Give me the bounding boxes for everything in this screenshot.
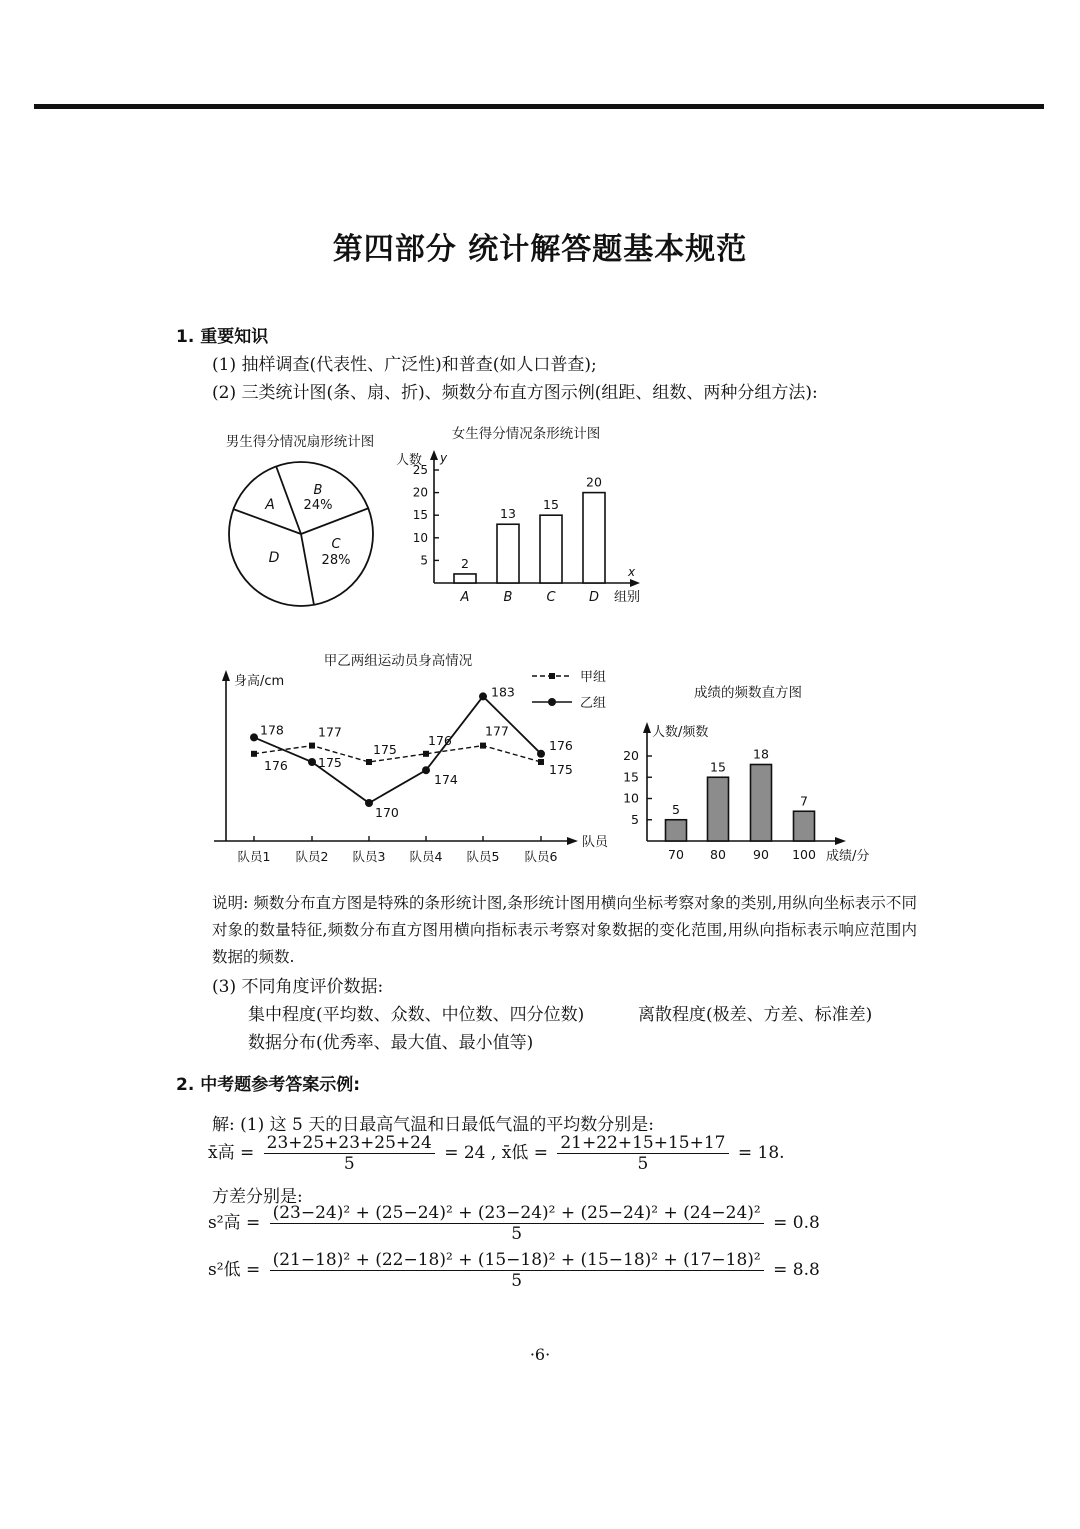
hist-x-tick-label: 100	[792, 847, 816, 862]
legend-yi-marker	[548, 698, 556, 706]
girls-x-tick-label: D	[588, 590, 600, 605]
dispersion: 离散程度(极差、方差、标准差)	[638, 1005, 873, 1025]
series-jia-line	[254, 746, 541, 762]
var-low-fraction	[270, 1250, 764, 1291]
girls-y-tick-label: 10	[412, 530, 428, 545]
mean-low-numerator: 21+22+15+15+17	[557, 1133, 728, 1154]
series-jia-point	[538, 759, 544, 765]
hist-x-tick-label: 90	[753, 847, 769, 862]
section1-heading: 1. 重要知识	[176, 327, 269, 347]
hist-bar-value: 7	[800, 793, 808, 809]
girls-x-arrow	[630, 579, 640, 587]
mean-high-value: = 24 ,	[444, 1143, 497, 1163]
series-jia-value: 177	[318, 724, 342, 740]
var-low-denominator: 5	[511, 1271, 523, 1291]
series-yi-value: 175	[318, 755, 342, 770]
item-3: (3) 不同角度评价数据:	[212, 977, 384, 997]
line-y-label: 身高/cm	[234, 674, 285, 689]
series-jia-value: 176	[264, 757, 288, 773]
pie-chart	[226, 433, 375, 606]
girls-y-arrow	[430, 450, 438, 460]
line-x-tick-label: 队员1	[237, 849, 271, 864]
var-high-value: = 0.8	[773, 1213, 820, 1233]
line-x-label: 队员	[582, 835, 609, 850]
series-jia-value: 175	[549, 762, 573, 777]
hist-y-arrow	[643, 722, 651, 733]
var-high-fraction	[270, 1203, 764, 1244]
solution-line1: 解: (1) 这 5 天的日最高气温和日最低气温的平均数分别是:	[212, 1115, 654, 1135]
line-x-arrow	[567, 837, 578, 845]
hist-title: 成绩的频数直方图	[694, 685, 802, 701]
hist-y-tick-label: 5	[631, 811, 639, 827]
pie-divider-ab	[276, 466, 301, 534]
hist-x-label: 成绩/分	[826, 849, 870, 864]
mean-high-denominator: 5	[343, 1154, 355, 1174]
girls-y-label: 人数	[396, 453, 423, 468]
legend-jia-label: 甲组	[580, 670, 607, 685]
series-yi-point	[537, 750, 545, 758]
girls-bar-title: 女生得分情况条形统计图	[451, 426, 601, 442]
note-paragraph: 说明: 频数分布直方图是特殊的条形统计图,条形统计图用横向坐标考察对象的类别,用纵向坐标表示不同对象的数量特征,频数分布直方图用横向指标表示考察对象数据的变化范围,用纵向指标表示响应范围内数据的频数.	[212, 894, 917, 966]
girls-bar	[454, 574, 476, 583]
mean-low-value: = 18.	[737, 1143, 785, 1163]
variance-low-formula	[208, 1250, 820, 1291]
girls-y-letter: y	[440, 451, 448, 465]
girls-y-tick-label: 5	[420, 553, 428, 568]
hist-bar	[708, 777, 729, 841]
item-2: (2) 三类统计图(条、扇、折)、频数分布直方图示例(组距、组数、两种分组方法):	[212, 383, 818, 403]
hist-x-tick-label: 70	[668, 847, 684, 862]
series-yi-value: 183	[491, 684, 515, 700]
variance-intro: 方差分别是:	[212, 1187, 303, 1207]
series-yi-point	[365, 799, 373, 807]
pie-label-b: B	[313, 483, 323, 498]
series-jia-point	[309, 743, 315, 749]
hist-y-tick-label: 20	[623, 748, 639, 763]
var-low-value: = 8.8	[773, 1260, 820, 1280]
pie-label-d: D	[268, 550, 280, 566]
series-jia-point	[366, 759, 372, 765]
hist-y-tick-label: 15	[623, 769, 639, 785]
line-title: 甲乙两组运动员身高情况	[323, 653, 473, 669]
page-number: ·6·	[529, 1345, 551, 1364]
hist-x-tick-label: 80	[710, 847, 726, 862]
hist-bar	[751, 765, 772, 842]
mean-high-fraction	[264, 1133, 435, 1174]
hist-x-arrow	[835, 837, 846, 845]
series-yi-value: 178	[260, 722, 284, 738]
hist-bar	[666, 820, 687, 841]
var-low-label: s²低 =	[208, 1260, 261, 1280]
var-high-denominator: 5	[511, 1224, 523, 1244]
hist-bar-value: 15	[710, 759, 726, 775]
girls-bar-value: 2	[461, 555, 469, 571]
mean-low-label: x̄低 =	[501, 1143, 548, 1163]
hist-y-tick-label: 10	[623, 790, 639, 806]
girls-x-label: 组别	[614, 590, 641, 605]
hist-y-label: 人数/频数	[652, 725, 709, 740]
page-title: 第四部分 统计解答题基本规范	[332, 232, 748, 267]
means-formula	[208, 1133, 785, 1174]
girls-bar	[583, 493, 605, 583]
series-yi-point	[422, 766, 430, 774]
hist-bar-value: 5	[672, 801, 680, 817]
series-yi-point	[308, 758, 316, 766]
series-jia-point	[423, 751, 429, 757]
section2-heading: 2. 中考题参考答案示例:	[176, 1075, 361, 1095]
girls-bar-value: 15	[543, 497, 559, 513]
height-line-chart	[214, 652, 609, 864]
line-x-tick-label: 队员5	[466, 849, 500, 864]
girls-x-tick-label: C	[546, 590, 556, 605]
pie-label-a: A	[265, 497, 275, 513]
var-high-label: s²高 =	[208, 1213, 261, 1233]
var-low-numerator: (21−18)² + (22−18)² + (15−18)² + (15−18)² + (17−18)²	[270, 1250, 764, 1271]
score-histogram	[623, 684, 869, 864]
girls-bar	[497, 524, 519, 583]
line-x-tick-label: 队员6	[524, 849, 558, 864]
legend-jia-marker	[549, 673, 555, 679]
girls-x-tick-label: A	[460, 590, 470, 605]
line-x-tick-label: 队员2	[295, 849, 329, 864]
series-jia-value: 175	[373, 742, 397, 757]
pie-label-c: C	[331, 537, 341, 552]
legend-yi-label: 乙组	[580, 696, 607, 711]
series-yi-value: 174	[434, 772, 458, 788]
mean-low-fraction	[557, 1133, 728, 1174]
girls-bar-chart	[396, 425, 640, 605]
var-high-numerator: (23−24)² + (25−24)² + (23−24)² + (25−24)² + (24−24)²	[270, 1203, 764, 1224]
pie-value-c: 28%	[321, 553, 351, 568]
series-yi-point	[250, 733, 258, 741]
central-tendency: 集中程度(平均数、众数、中位数、四分位数)	[248, 1005, 585, 1025]
girls-bar	[540, 515, 562, 583]
series-jia-point	[480, 743, 486, 749]
series-yi-point	[479, 692, 487, 700]
series-yi-value: 176	[549, 737, 573, 753]
girls-y-tick-label: 25	[412, 463, 428, 477]
series-jia-value: 177	[485, 723, 509, 739]
line-x-tick-label: 队员4	[409, 849, 443, 864]
variance-high-formula	[208, 1203, 820, 1244]
pie-title: 男生得分情况扇形统计图	[225, 434, 375, 450]
series-jia-value: 176	[428, 732, 452, 748]
mean-high-label: x̄高 =	[208, 1143, 255, 1163]
pie-divider-cd	[301, 534, 314, 605]
girls-y-tick-label: 15	[412, 508, 428, 523]
girls-y-tick-label: 20	[412, 485, 428, 500]
hist-bar	[794, 811, 815, 841]
girls-x-tick-label: B	[503, 590, 513, 605]
girls-x-letter: x	[628, 565, 636, 579]
distribution: 数据分布(优秀率、最大值、最小值等)	[248, 1033, 534, 1053]
pie-value-b: 24%	[303, 498, 333, 513]
series-jia-point	[251, 751, 257, 757]
mean-low-denominator: 5	[637, 1154, 649, 1174]
line-x-tick-label: 队员3	[352, 849, 386, 864]
item-1: (1) 抽样调查(代表性、广泛性)和普查(如人口普查);	[212, 355, 597, 375]
series-yi-value: 170	[375, 805, 399, 820]
girls-bar-value: 13	[500, 506, 516, 522]
hist-bar-value: 18	[753, 746, 769, 762]
mean-high-numerator: 23+25+23+25+24	[264, 1133, 435, 1154]
line-y-arrow	[222, 670, 230, 681]
girls-bar-value: 20	[586, 474, 602, 490]
